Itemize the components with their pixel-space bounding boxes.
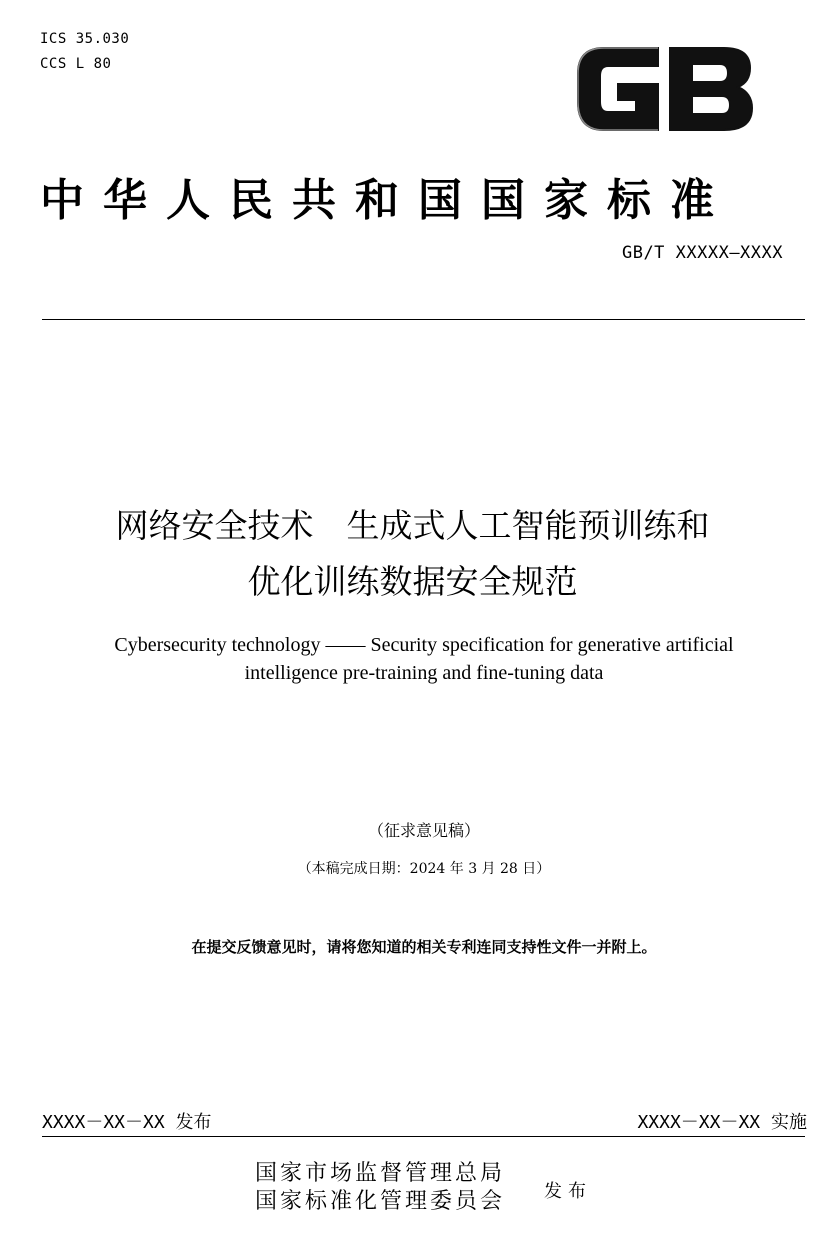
patent-notice: 在提交反馈意见时，请将您知道的相关专利连同支持性文件一并附上。 [191,938,657,956]
title-en-line1: Cybersecurity technology —— Security specification for generative artificial [114,634,734,656]
title-cn-line1: 网络安全技术 生成式人工智能预训练和 [115,506,710,545]
implement-date: XXXX－XX－XX 实施 [637,1112,807,1133]
issuing-authorities [255,1160,505,1216]
title-en-line2: intelligence pre-training and fine-tuning data [244,662,604,684]
ccs-code: CCS L 80 [40,56,112,72]
gb-logo [574,40,756,136]
issuer-samr: 国家市场监督管理总局 [255,1161,506,1186]
national-standard-heading: 中华人民共和国国家标准 [40,175,733,226]
top-divider [42,319,805,320]
publish-date: XXXX－XX－XX 发布 [42,1112,212,1133]
issuer-sac: 国家标准化管理委员会 [255,1189,506,1214]
draft-label: （征求意见稿） [367,821,480,840]
draft-date: （本稿完成日期：2024 年 3 月 28 日） [297,861,551,877]
bottom-divider [42,1136,805,1137]
issue-label: 发布 [544,1181,592,1202]
title-cn-line2: 优化训练数据安全规范 [247,562,578,601]
ics-code: ICS 35.030 [40,31,130,47]
standard-number: GB/T XXXXX—XXXX [621,243,783,263]
